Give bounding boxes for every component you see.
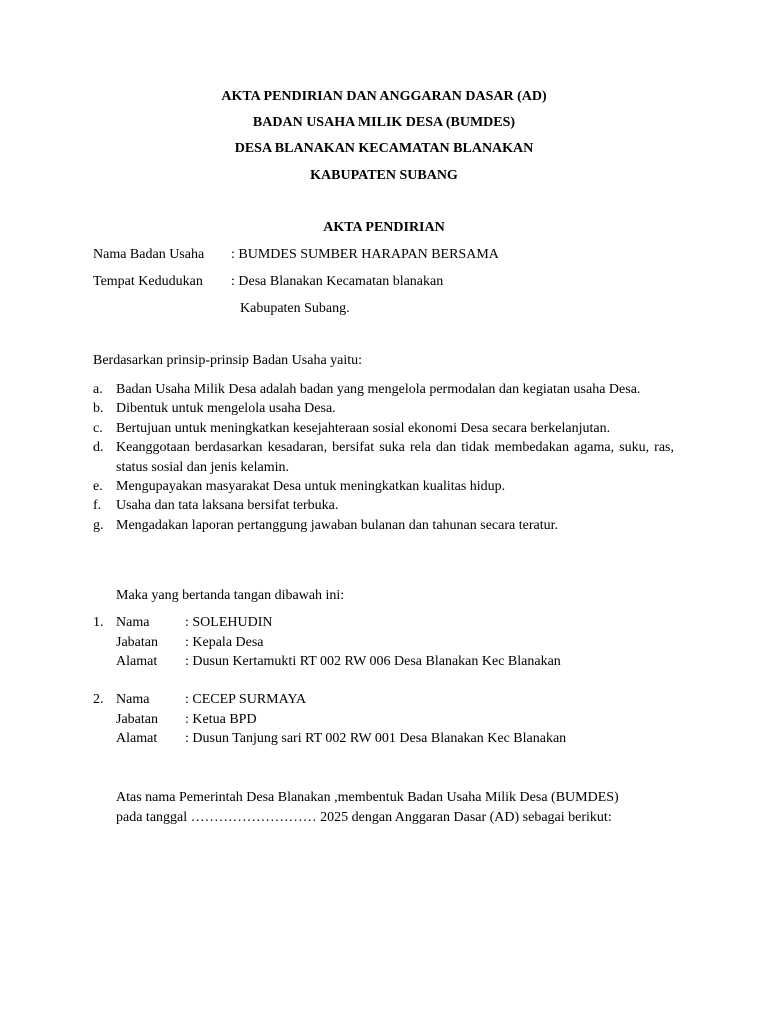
signer-alamat-value: : Dusun Kertamukti RT 002 RW 006 Desa Blanakan Kec Blanakan	[185, 654, 561, 669]
list-item	[93, 419, 674, 438]
tempat-kedudukan-label: Tempat Kedudukan	[93, 274, 203, 289]
list-item-text: Bertujuan untuk meningkatkan kesejahteraan sosial ekonomi Desa secara berkelanjutan.	[116, 420, 611, 436]
signer-nama-label: Nama	[116, 692, 150, 707]
document-title-line-3: DESA BLANAKAN KECAMATAN BLANAKAN	[234, 141, 534, 156]
list-item-text: Mengadakan laporan pertanggung jawaban bulanan dan tahunan secara teratur.	[116, 517, 558, 533]
document-title-line-2: BADAN USAHA MILIK DESA (BUMDES)	[252, 115, 516, 130]
nama-badan-usaha-value: : BUMDES SUMBER HARAPAN BERSAMA	[231, 247, 499, 262]
signer-jabatan-value: : Ketua BPD	[185, 711, 257, 727]
signer-number: 1.	[93, 615, 104, 630]
list-marker: f.	[93, 498, 102, 514]
signer-nama-value: : CECEP SURMAYA	[185, 692, 307, 707]
list-item	[93, 380, 674, 399]
signer-nama-label: Nama	[116, 615, 150, 630]
closing-line-1: Atas nama Pemerintah Desa Blanakan ,membentuk Badan Usaha Milik Desa (BUMDES)	[116, 790, 619, 805]
tempat-kedudukan-value-line-2: Kabupaten Subang.	[240, 301, 350, 316]
document-title-line-4: KABUPATEN SUBANG	[310, 168, 458, 183]
list-item-text: Usaha dan tata laksana bersifat terbuka.	[116, 498, 339, 514]
principles-list	[93, 380, 674, 535]
list-item-text: Dibentuk untuk mengelola usaha Desa.	[116, 401, 336, 417]
list-marker: a.	[93, 382, 103, 397]
signer-nama-value: : SOLEHUDIN	[185, 615, 273, 630]
list-item	[93, 399, 674, 418]
section-title: AKTA PENDIRIAN	[323, 220, 445, 235]
list-item	[93, 438, 674, 477]
tempat-kedudukan-value: : Desa Blanakan Kecamatan blanakan	[231, 274, 444, 289]
list-item	[93, 477, 674, 496]
signer-jabatan-label: Jabatan	[116, 711, 158, 727]
nama-badan-usaha-label: Nama Badan Usaha	[93, 247, 205, 262]
closing-paragraph	[116, 788, 674, 827]
closing-line-2: pada tanggal ……………………… 2025 dengan Anggaran Dasar (AD) sebagai berikut:	[116, 809, 612, 825]
signer-alamat-label: Alamat	[116, 731, 158, 746]
principles-intro: Berdasarkan prinsip-prinsip Badan Usaha yaitu:	[93, 353, 363, 368]
list-marker: e.	[93, 479, 103, 495]
list-marker: c.	[93, 420, 103, 436]
list-marker: b.	[93, 401, 104, 417]
document-title-line-1: AKTA PENDIRIAN DAN ANGGARAN DASAR (AD)	[221, 89, 547, 104]
list-item	[93, 496, 674, 515]
list-item-text: Mengupayakan masyarakat Desa untuk meningkatkan kualitas hidup.	[116, 479, 506, 495]
signer-number: 2.	[93, 692, 104, 707]
signer-jabatan-label: Jabatan	[116, 634, 158, 650]
list-marker: d.	[93, 440, 104, 456]
list-marker: g.	[93, 517, 104, 533]
signer-jabatan-value: : Kepala Desa	[185, 634, 264, 650]
list-item-text: Badan Usaha Milik Desa adalah badan yang mengelola permodalan dan kegiatan usaha Desa.	[116, 382, 641, 397]
signers-intro: Maka yang bertanda tangan dibawah ini:	[116, 588, 345, 603]
signer-alamat-value: : Dusun Tanjung sari RT 002 RW 001 Desa Blanakan Kec Blanakan	[185, 731, 567, 746]
signer-alamat-label: Alamat	[116, 654, 158, 669]
list-item-text: Keanggotaan berdasarkan kesadaran, bersifat suka rela dan tidak membedakan agama, suku, ras, status sosial dan jenis kelamin.	[116, 440, 674, 475]
list-item	[93, 516, 674, 535]
